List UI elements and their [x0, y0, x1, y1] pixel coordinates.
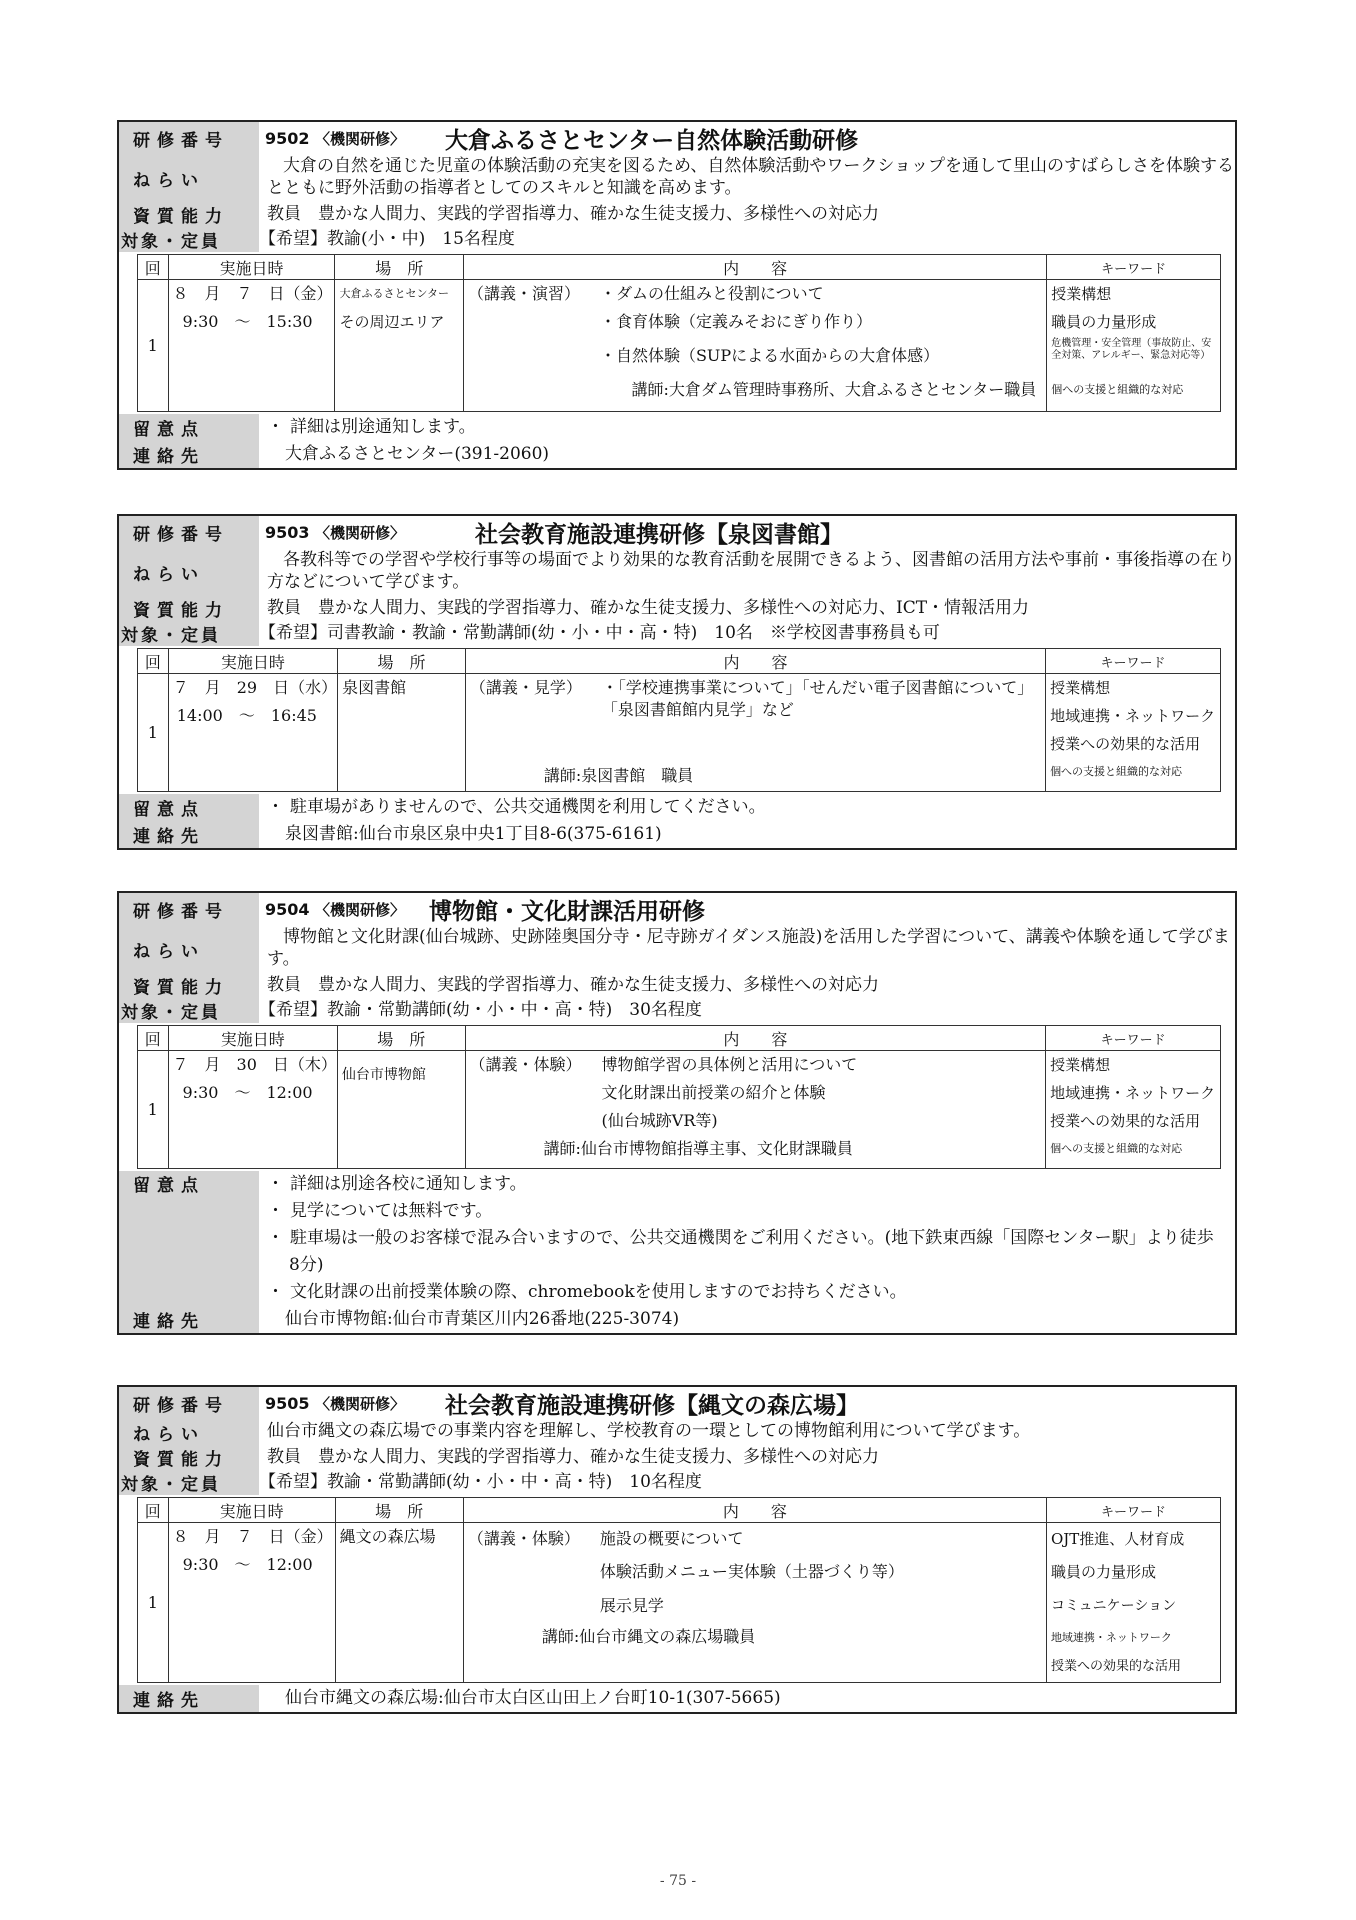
- date-day: ７ 月 29 日（水）: [172, 678, 338, 697]
- keyword: 地域連携・ネットワーク: [1050, 1084, 1216, 1102]
- label-contact: 連絡先: [119, 821, 259, 848]
- keyword: 授業への効果的な活用: [1050, 735, 1201, 753]
- col-date: 実施日時: [168, 649, 337, 674]
- training-ability: 教員 豊かな人間力、実践的学習指導力、確かな生徒支援力、多様性への対応力、ICT・情報活用力: [267, 598, 1030, 618]
- content-item: 博物館学習の具体例と活用について: [601, 1055, 858, 1074]
- content-type: （講義・体験）: [467, 1529, 580, 1548]
- training-block-9502: [117, 120, 1237, 470]
- col-content: 内 容: [465, 1026, 1046, 1051]
- col-date: 実施日時: [168, 1026, 337, 1051]
- label-contact: 連絡先: [119, 1685, 259, 1712]
- session-number: 1: [138, 674, 169, 792]
- keyword: 地域連携・ネットワーク: [1050, 1631, 1172, 1644]
- session-date: [168, 280, 335, 412]
- training-block-9503: [117, 514, 1237, 850]
- keyword: 危機管理・安全管理（事故防止、安全対策、アレルギー、緊急対応等）: [1051, 338, 1212, 361]
- session-place: [338, 674, 466, 792]
- col-date: 実施日時: [168, 255, 335, 280]
- content-item: (仙台城跡VR等): [601, 1111, 718, 1130]
- content-item: 施設の概要について: [599, 1529, 744, 1548]
- note-item: ・ 見学については無料です。: [267, 1198, 1235, 1225]
- session-number: 1: [138, 280, 169, 412]
- label-contact: 連絡先: [119, 1306, 259, 1333]
- training-title: 博物館・文化財課活用研修: [429, 899, 705, 925]
- instructor: 講師:泉図書館 職員: [543, 766, 694, 785]
- training-target: 【希望】教諭・常勤講師(幼・小・中・高・特) 10名程度: [259, 1472, 702, 1492]
- label-number: 研修番号: [119, 122, 259, 155]
- place-line: その周辺エリア: [339, 313, 445, 331]
- keyword: 地域連携・ネットワーク: [1050, 707, 1216, 725]
- col-keyword: キーワード: [1047, 255, 1221, 280]
- schedule-table: [137, 1025, 1221, 1169]
- date-time: 9:30 ～ 15:30: [182, 312, 313, 331]
- keyword: 授業への効果的な活用: [1050, 1112, 1201, 1130]
- schedule-table: [137, 254, 1221, 412]
- date-day: ８ 月 ７ 日（金）: [172, 1527, 333, 1546]
- label-target: 対象・定員: [119, 1470, 259, 1495]
- training-type: 〈機関研修〉: [315, 901, 406, 919]
- instructor: 講師:大倉ダム管理時事務所、大倉ふるさとセンター職員: [631, 380, 1037, 399]
- label-aim: ねらい: [119, 1420, 259, 1445]
- contact: 仙台市縄文の森広場:仙台市太白区山田上ノ台町10-1(307-5665): [285, 1688, 781, 1708]
- instructor: 講師:仙台市縄文の森広場職員: [541, 1627, 756, 1646]
- content-type: （講義・演習）: [467, 284, 580, 303]
- keyword: コミュニケーション: [1050, 1598, 1177, 1614]
- place-line: 大倉ふるさとセンター: [339, 287, 450, 300]
- training-number: 9505: [265, 1394, 310, 1413]
- keyword: 個への支援と組織的な対応: [1051, 383, 1184, 396]
- training-number: 9502: [265, 129, 310, 148]
- training-aim: 各教科等での学習や学校行事等の場面でより効果的な教育活動を展開できるよう、図書館の活用方法や事前・事後指導の在り方などについて学びます。: [267, 550, 1235, 592]
- session-content: [465, 1051, 1046, 1169]
- session-content: [463, 1523, 1046, 1683]
- note-item: ・ 詳細は別途通知します。: [267, 414, 1235, 441]
- content-item: ・自然体験（SUPによる水面からの大倉体感）: [599, 346, 940, 365]
- date-day: ８ 月 ７ 日（金）: [172, 284, 333, 303]
- session-content: [463, 280, 1046, 412]
- place-line: 縄文の森広場: [339, 1527, 436, 1546]
- note-item: ・ 文化財課の出前授業体験の際、chromebookを使用しますのでお持ちください。: [267, 1279, 1235, 1306]
- session-place: [335, 280, 464, 412]
- training-ability: 教員 豊かな人間力、実践的学習指導力、確かな生徒支援力、多様性への対応力: [267, 204, 879, 224]
- training-block-9505: [117, 1385, 1237, 1714]
- session-number: 1: [138, 1523, 169, 1683]
- label-contact: 連絡先: [119, 441, 259, 468]
- training-ability: 教員 豊かな人間力、実践的学習指導力、確かな生徒支援力、多様性への対応力: [267, 1447, 879, 1467]
- col-place: 場 所: [335, 255, 464, 280]
- training-target: 【希望】教諭・常勤講師(幼・小・中・高・特) 30名程度: [259, 1000, 702, 1020]
- content-item: 文化財課出前授業の紹介と体験: [601, 1083, 826, 1102]
- label-target: 対象・定員: [119, 621, 259, 646]
- contact: 大倉ふるさとセンター(391-2060): [285, 444, 550, 464]
- col-kai: 回: [138, 649, 169, 674]
- training-number: 9504: [265, 900, 310, 919]
- training-title: 大倉ふるさとセンター自然体験活動研修: [445, 128, 859, 154]
- col-place: 場 所: [335, 1498, 463, 1523]
- session-date: [168, 1523, 335, 1683]
- session-date: [168, 674, 337, 792]
- contact: 泉図書館:仙台市泉区泉中央1丁目8-6(375-6161): [285, 824, 662, 844]
- label-ability: 資質能力: [119, 202, 259, 227]
- date-time: 14:00 ～ 16:45: [176, 706, 317, 725]
- label-note: 留意点: [119, 414, 259, 441]
- date-time: 9:30 ～ 12:00: [182, 1083, 313, 1102]
- label-note: 留意点: [119, 794, 259, 821]
- session-keywords: [1046, 1051, 1221, 1169]
- training-number: 9503: [265, 523, 310, 542]
- label-number: 研修番号: [119, 893, 259, 926]
- col-content: 内 容: [465, 649, 1045, 674]
- content-item: ・食育体験（定義みそおにぎり作り）: [599, 312, 872, 331]
- col-content: 内 容: [463, 255, 1046, 280]
- col-kai: 回: [138, 1026, 169, 1051]
- label-note: 留意点: [119, 1171, 259, 1306]
- keyword: 授業構想: [1051, 285, 1112, 303]
- training-aim: 仙台市縄文の森広場での事業内容を理解し、学校教育の一環としての博物館利用について学びます。: [267, 1421, 1031, 1441]
- label-target: 対象・定員: [119, 227, 259, 252]
- training-block-9504: [117, 891, 1237, 1335]
- date-time: 9:30 ～ 12:00: [182, 1555, 313, 1574]
- keyword: 職員の力量形成: [1050, 1563, 1156, 1581]
- training-ability: 教員 豊かな人間力、実践的学習指導力、確かな生徒支援力、多様性への対応力: [267, 975, 879, 995]
- col-place: 場 所: [338, 649, 466, 674]
- label-ability: 資質能力: [119, 596, 259, 621]
- col-keyword: キーワード: [1046, 1498, 1220, 1523]
- keyword: 個への支援と組織的な対応: [1050, 1142, 1183, 1155]
- col-content: 内 容: [463, 1498, 1046, 1523]
- training-type: 〈機関研修〉: [315, 524, 406, 542]
- date-day: ７ 月 30 日（木）: [172, 1055, 337, 1074]
- keyword: 授業への効果的な活用: [1050, 1659, 1181, 1674]
- col-keyword: キーワード: [1046, 1026, 1221, 1051]
- schedule-table: [137, 1497, 1221, 1683]
- col-place: 場 所: [337, 1026, 465, 1051]
- training-title: 社会教育施設連携研修【泉図書館】: [475, 522, 843, 548]
- training-title: 社会教育施設連携研修【縄文の森広場】: [445, 1393, 859, 1419]
- label-aim: ねらい: [119, 926, 259, 973]
- keyword: 授業構想: [1050, 1056, 1111, 1074]
- col-date: 実施日時: [168, 1498, 335, 1523]
- label-number: 研修番号: [119, 516, 259, 549]
- col-kai: 回: [138, 1498, 169, 1523]
- content-item: ・「学校連携事業について」「せんだい電子図書館について」「泉図書館館内見学」など: [601, 678, 1026, 719]
- label-target: 対象・定員: [119, 998, 259, 1023]
- keyword: OJT推進、人材育成: [1050, 1530, 1185, 1548]
- note-item: ・ 駐車場がありませんので、公共交通機関を利用してください。: [267, 794, 1235, 821]
- training-target: 【希望】教諭(小・中) 15名程度: [259, 229, 515, 249]
- session-keywords: [1046, 1523, 1220, 1683]
- col-keyword: キーワード: [1046, 649, 1221, 674]
- label-ability: 資質能力: [119, 973, 259, 998]
- label-aim: ねらい: [119, 155, 259, 202]
- label-ability: 資質能力: [119, 1445, 259, 1470]
- session-keywords: [1047, 280, 1221, 412]
- training-aim: 博物館と文化財課(仙台城跡、史跡陸奥国分寺・尼寺跡ガイダンス施設)を活用した学習について、講義や体験を通して学びます。: [267, 927, 1230, 969]
- place-line: 泉図書館: [342, 678, 407, 697]
- note-item: ・ 詳細は別途各校に通知します。: [267, 1171, 1235, 1198]
- place-line: 仙台市博物館: [341, 1067, 426, 1083]
- content-type: （講義・見学）: [469, 678, 582, 697]
- keyword: 授業構想: [1050, 679, 1111, 697]
- contact: 仙台市博物館:仙台市青葉区川内26番地(225-3074): [285, 1309, 680, 1329]
- training-target: 【希望】司書教諭・教諭・常勤講師(幼・小・中・高・特) 10名 ※学校図書事務員も可: [259, 623, 940, 643]
- session-content: [465, 674, 1045, 792]
- session-keywords: [1046, 674, 1221, 792]
- training-type: 〈機関研修〉: [315, 130, 406, 148]
- keyword: 職員の力量形成: [1051, 313, 1157, 331]
- session-number: 1: [138, 1051, 169, 1169]
- training-aim: 大倉の自然を通じた児童の体験活動の充実を図るため、自然体験活動やワークショップを通して里山のすばらしさを体験するとともに野外活動の指導者としてのスキルと知識を高めます。: [267, 156, 1234, 198]
- session-place: [337, 1051, 465, 1169]
- session-date: [168, 1051, 337, 1169]
- page-number: - 75 -: [659, 1873, 697, 1889]
- content-item: 展示見学: [599, 1596, 664, 1615]
- content-item: 体験活動メニュー実体験（土器づくり等）: [599, 1562, 904, 1581]
- label-number: 研修番号: [119, 1387, 259, 1420]
- training-type: 〈機関研修〉: [315, 1395, 406, 1413]
- session-place: [335, 1523, 463, 1683]
- label-aim: ねらい: [119, 549, 259, 596]
- content-item: ・ダムの仕組みと役割について: [599, 284, 824, 303]
- keyword: 個への支援と組織的な対応: [1050, 765, 1183, 778]
- content-type: （講義・体験）: [469, 1055, 582, 1074]
- instructor: 講師:仙台市博物館指導主事、文化財課職員: [543, 1139, 853, 1158]
- note-item: ・ 駐車場は一般のお客様で混み合いますので、公共交通機関をご利用ください。(地下鉄東西線「国際センター駅」より徒歩8分): [267, 1225, 1235, 1279]
- col-kai: 回: [138, 255, 169, 280]
- schedule-table: [137, 648, 1221, 792]
